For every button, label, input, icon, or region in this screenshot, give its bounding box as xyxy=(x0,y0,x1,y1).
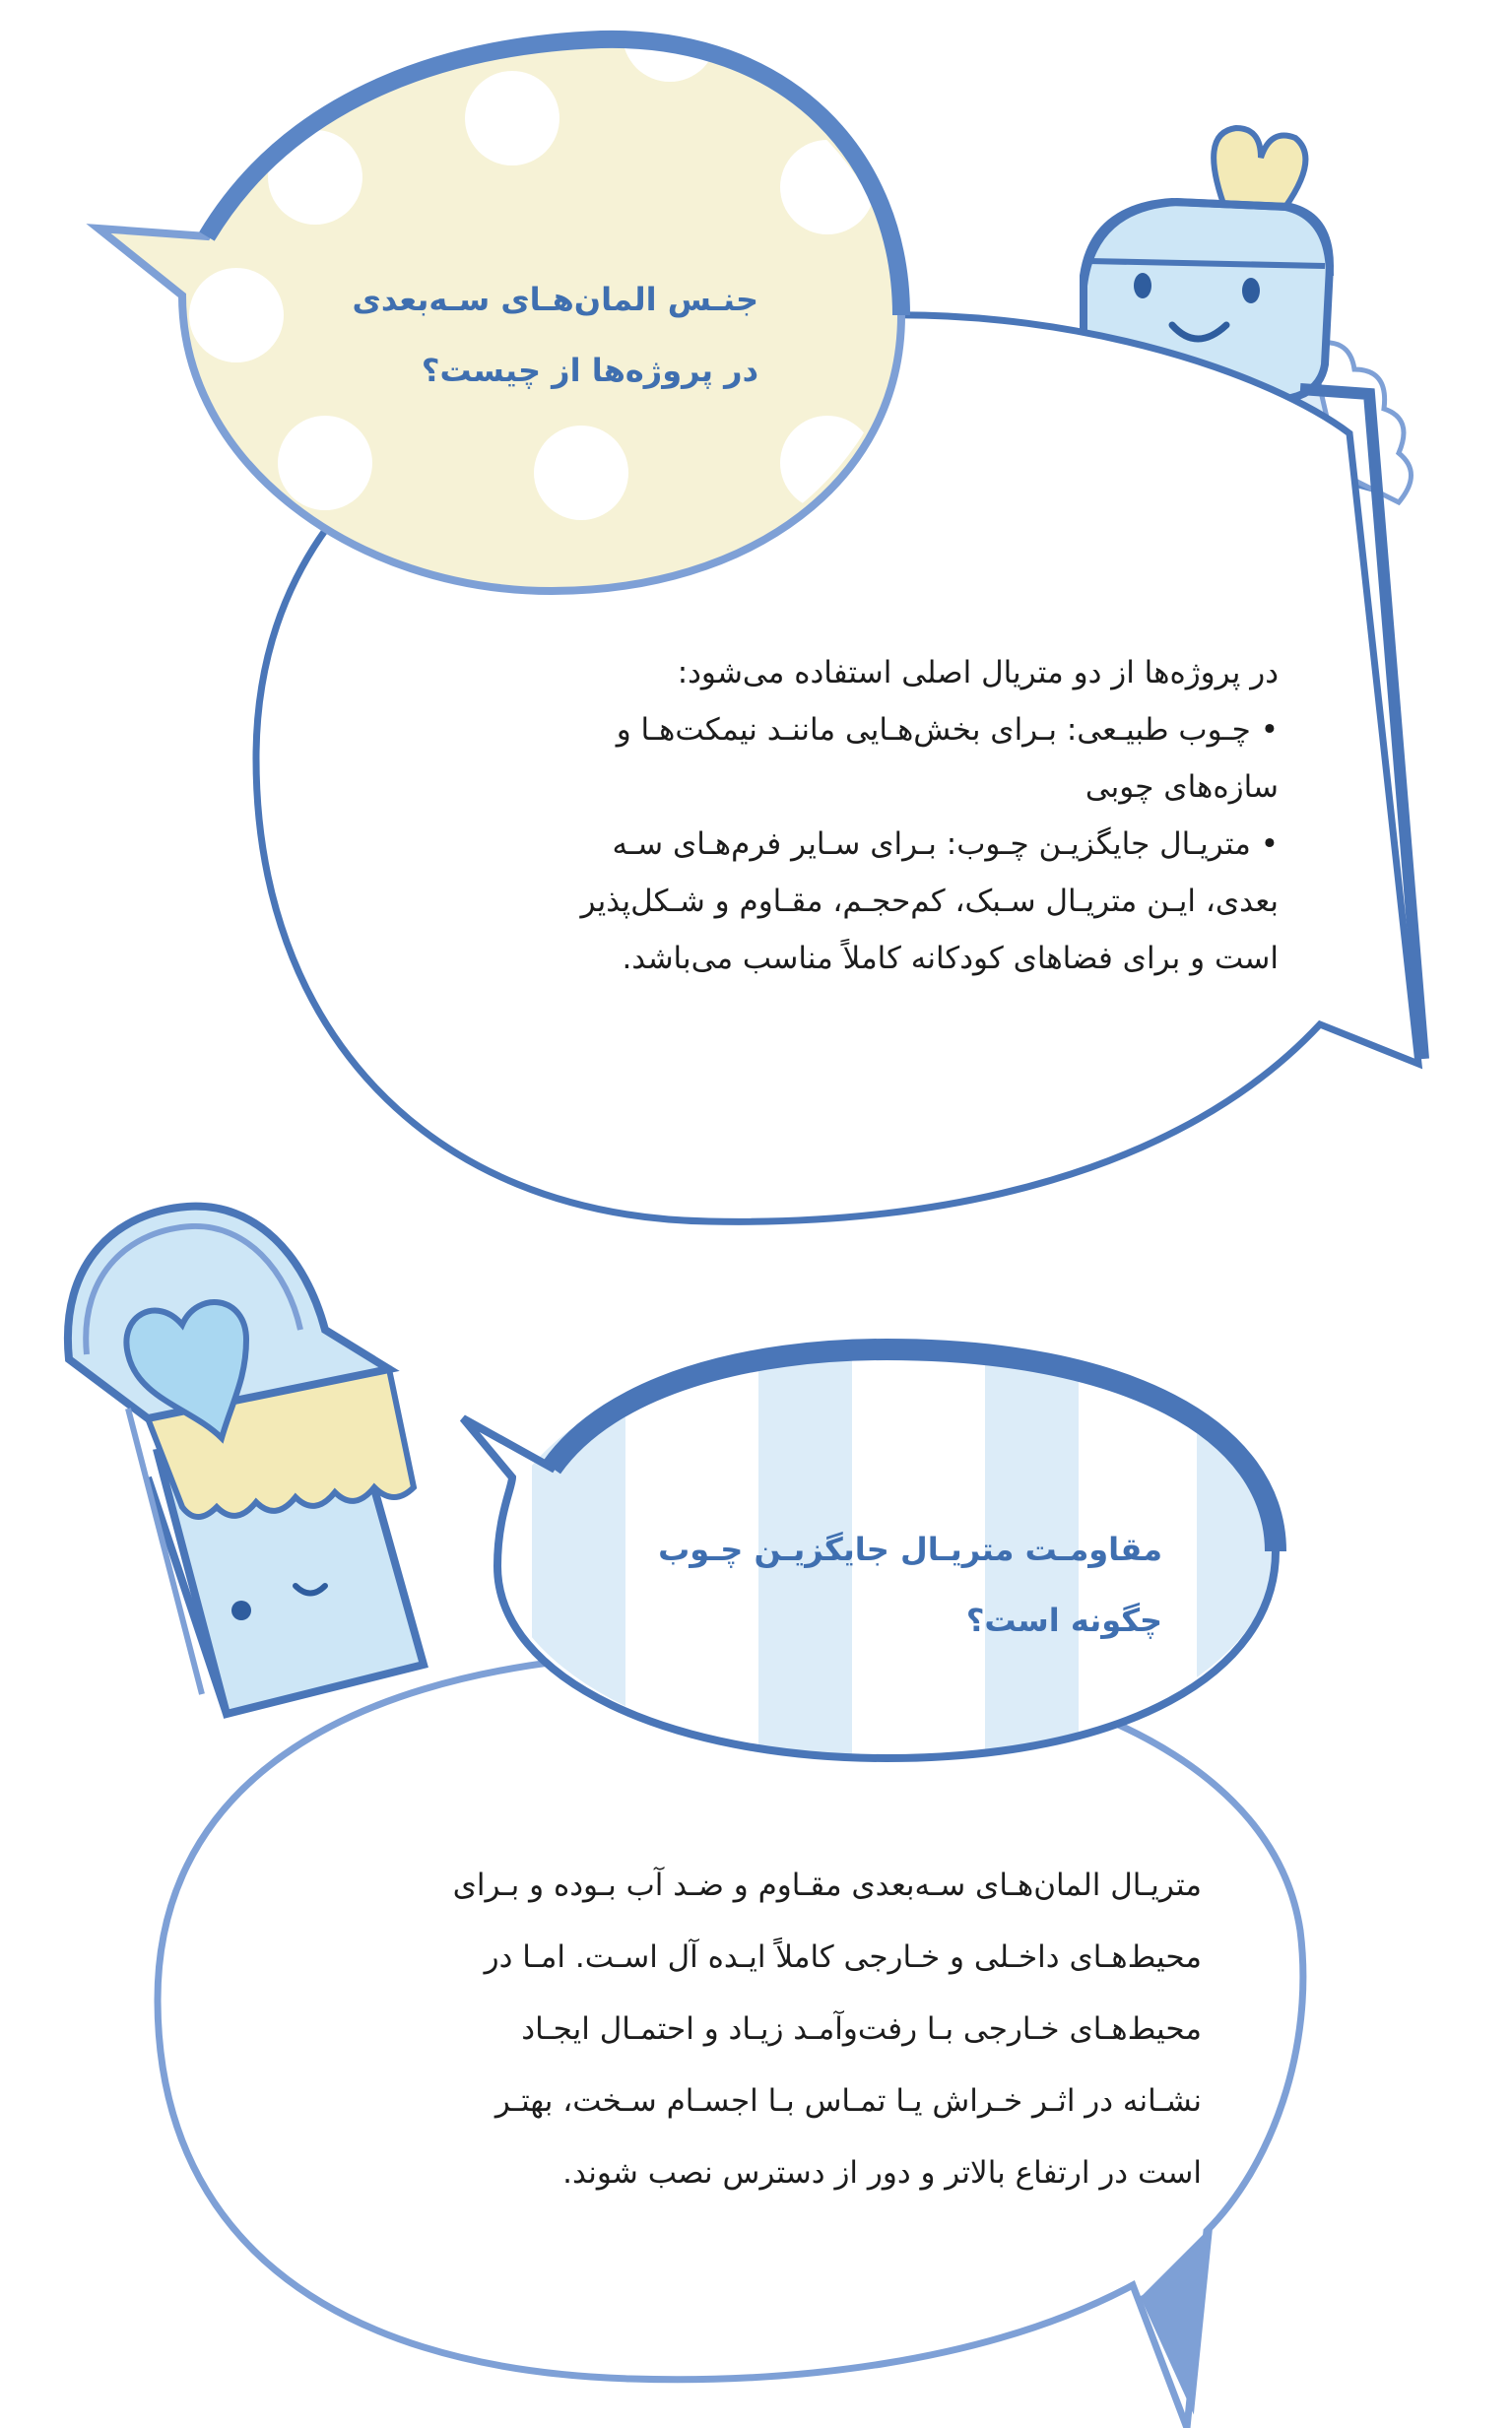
answer-1-line-5: بعدی، ایـن متریـال سـبک، کم‌حجـم، مقـاوم و شـکل‌پذیر xyxy=(580,884,1279,919)
answer-1-line-3: سازه‌های چوبی xyxy=(1085,769,1279,805)
answer-1-line-1: در پروژه‌ها از دو متریال اصلی استفاده می‌شود: xyxy=(677,655,1279,690)
answer-2-line-4: نشـانه در اثـر خـراش یـا تمـاس بـا اجسـام سـخت، بهتـر xyxy=(494,2083,1202,2119)
answer-2-line-3: محیط‌هـای خـارجی بـا رفت‌وآمـد زیـاد و احتمـال ایجـاد xyxy=(521,2011,1202,2047)
answer-2-line-5: است در ارتفاع بالاتر و دور از دسترس نصب شوند. xyxy=(562,2155,1202,2191)
answer-1-line-6: است و برای فضاهای کودکانه کاملاً مناسب می‌باشد. xyxy=(622,941,1279,976)
character-heart-left-icon xyxy=(68,1207,424,1714)
answer-1-line-4: • متریـال جایگزیـن چـوب: بـرای سـایر فرم‌هـای سـه xyxy=(612,826,1279,862)
question-2-line-1: مقاومـت متریـال جایگزیـن چـوب xyxy=(658,1531,1162,1568)
answer-2-text xyxy=(296,1850,1202,2209)
answer-2-line-2: محیط‌هـای داخـلی و خـارجی کاملاً ایـده آل اسـت. امـا در xyxy=(484,1939,1202,1975)
question-1-line-2: در پروژه‌ها از چیست؟ xyxy=(421,352,758,389)
answer-1-text xyxy=(412,644,1279,987)
answer-2-line-1: متریـال المان‌هـای سـه‌بعدی مقـاوم و ضـد آب بـوده و بـرای xyxy=(452,1868,1202,1903)
question-2-line-2: چگونه است؟ xyxy=(965,1602,1162,1639)
answer-1-line-2: • چـوب طبیـعی: بـرای بخش‌هـایی ماننـد نیمکت‌هـا و xyxy=(616,712,1279,748)
question-1-text xyxy=(286,264,758,406)
question-1-line-1: جنـس المان‌هـای سـه‌بعدی xyxy=(352,281,758,318)
question-2-text xyxy=(601,1514,1162,1656)
